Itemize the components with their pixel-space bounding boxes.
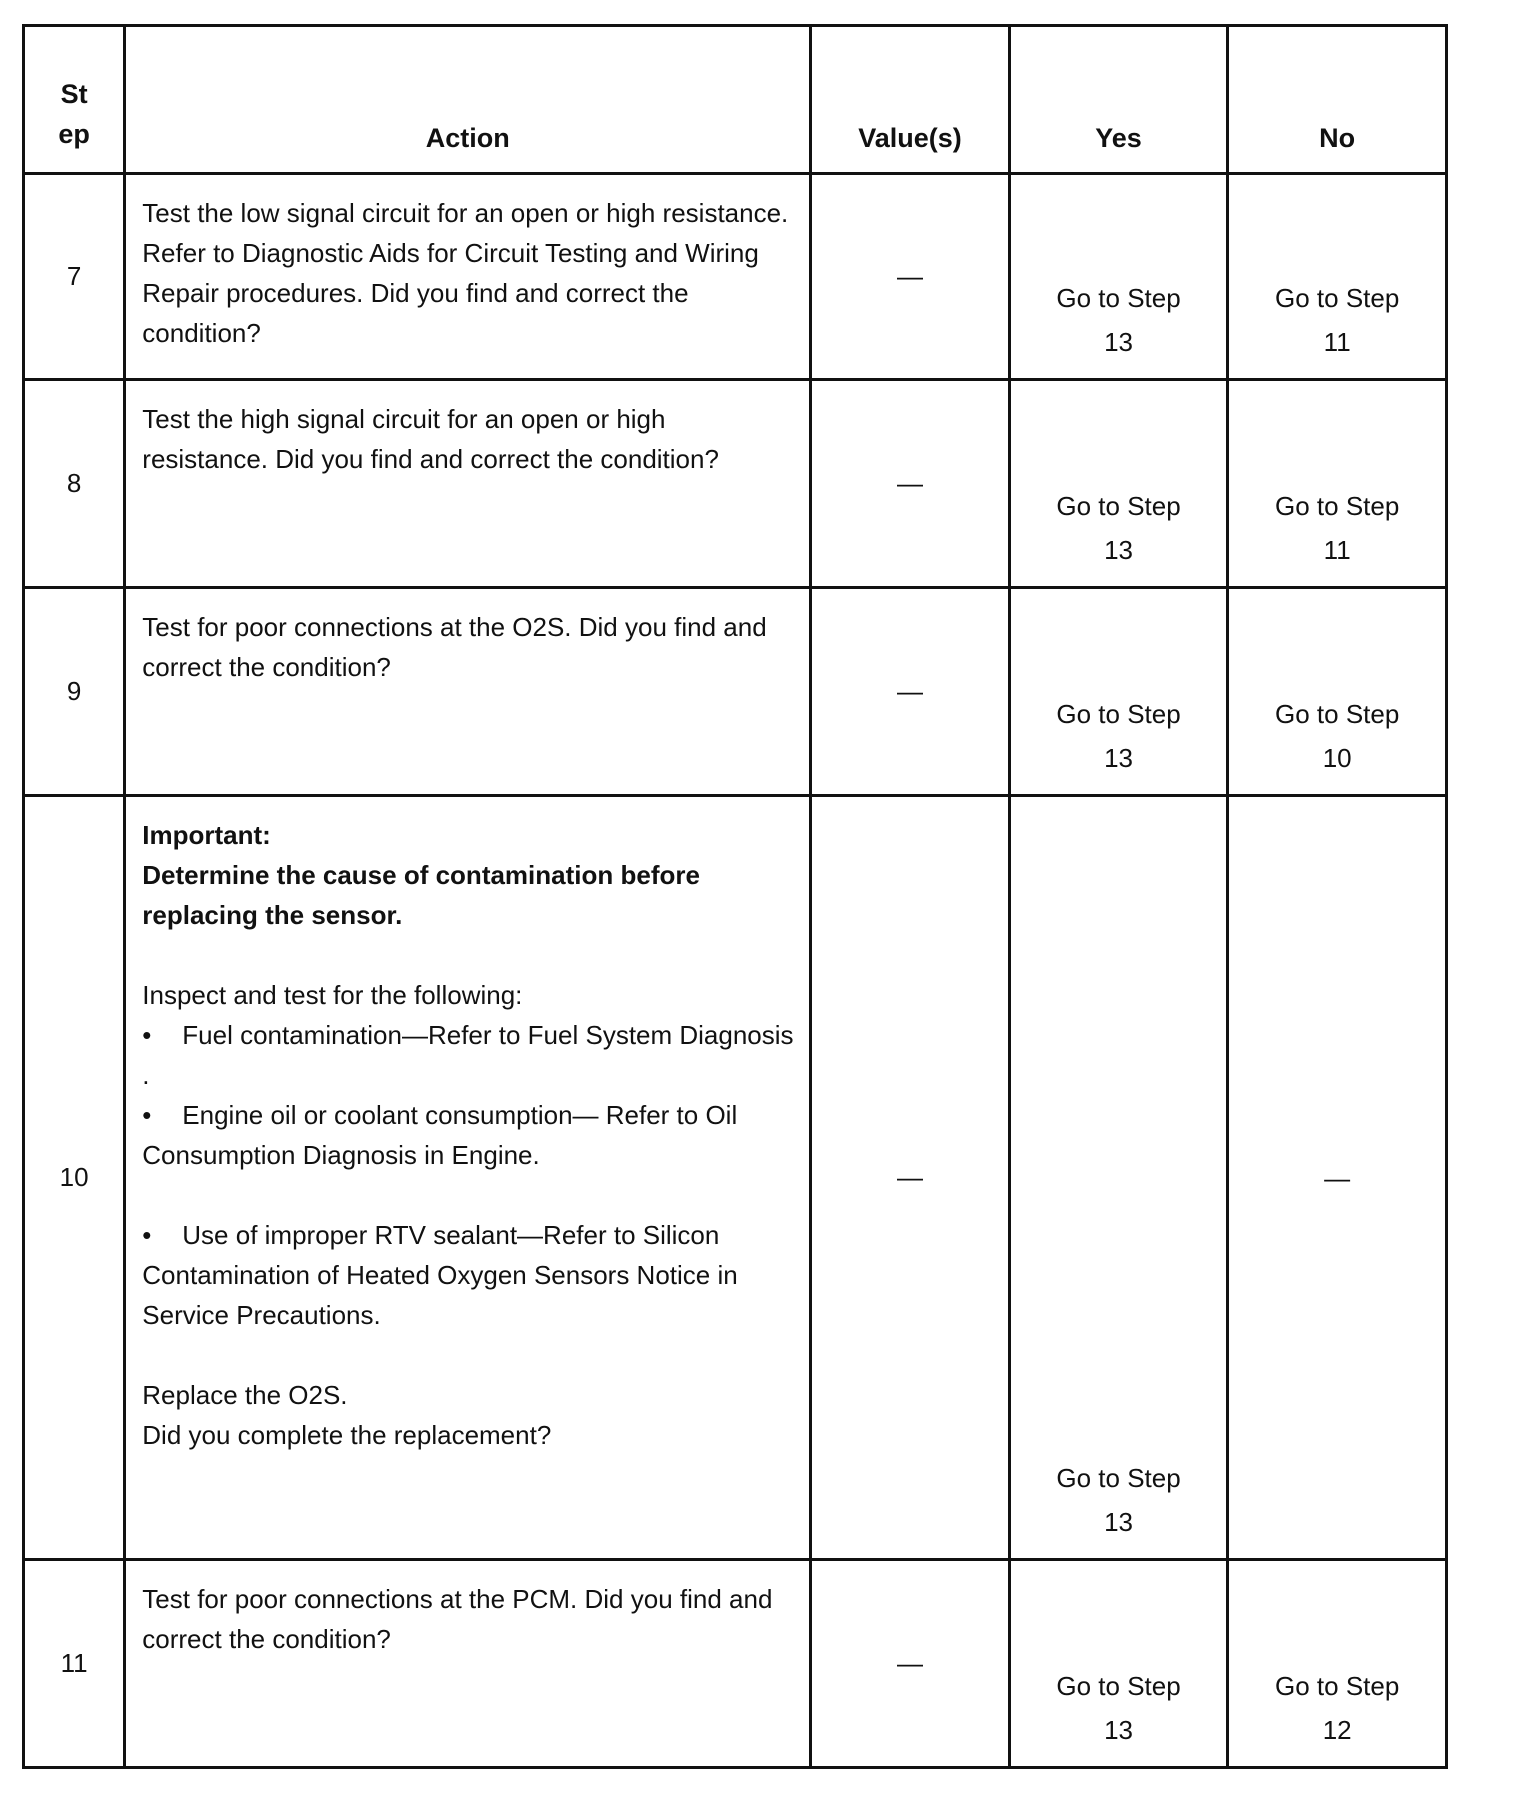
- step-number: 8: [24, 380, 125, 588]
- value-cell: —: [811, 796, 1010, 1560]
- value-cell: —: [811, 1560, 1010, 1768]
- yes-cell: Go to Step 13: [1009, 588, 1228, 796]
- header-row: [24, 26, 1447, 174]
- yes-cell: Go to Step 13: [1009, 796, 1228, 1560]
- yes-cell: Go to Step 13: [1009, 380, 1228, 588]
- step-header: St ep: [24, 26, 125, 174]
- yes-cell: Go to Step 13: [1009, 1560, 1228, 1768]
- important-label: Important:: [142, 820, 271, 850]
- values-header: Value(s): [811, 26, 1010, 174]
- action-text: Test for poor connections at the PCM. Did you find and correct the condition?: [125, 1560, 811, 1768]
- action-text: [125, 796, 811, 1560]
- no-cell: Go to Step 10: [1228, 588, 1447, 796]
- yes-cell: Go to Step 13: [1009, 174, 1228, 380]
- value-cell: —: [811, 380, 1010, 588]
- no-header: No: [1228, 26, 1447, 174]
- completion-question: Did you complete the replacement?: [142, 1420, 552, 1450]
- no-cell: Go to Step 11: [1228, 380, 1447, 588]
- value-cell: —: [811, 588, 1010, 796]
- no-cell: Go to Step 12: [1228, 1560, 1447, 1768]
- step-number: 10: [24, 796, 125, 1560]
- step-number: 11: [24, 1560, 125, 1768]
- replace-instruction: Replace the O2S.: [142, 1380, 348, 1410]
- list-item: • Fuel contamination—Refer to Fuel System Diagnosis .: [142, 1020, 794, 1090]
- action-text: Test the low signal circuit for an open or high resistance. Refer to Diagnostic Aids for Circuit Testing and Wiring Repair procedures. Did you find and correct the condition?: [125, 174, 811, 380]
- list-item: • Use of improper RTV sealant—Refer to Silicon Contamination of Heated Oxygen Sensors Notice in Service Precautions.: [142, 1220, 738, 1330]
- yes-header: Yes: [1009, 26, 1228, 174]
- important-text: Determine the cause of contamination before replacing the sensor.: [142, 860, 700, 930]
- inspect-intro: Inspect and test for the following:: [142, 980, 523, 1010]
- table-row: [24, 796, 1447, 1560]
- table-row: [24, 380, 1447, 588]
- no-cell: —: [1228, 796, 1447, 1560]
- table-row: [24, 588, 1447, 796]
- no-cell: Go to Step 11: [1228, 174, 1447, 380]
- diagnostic-table: [22, 24, 1448, 1769]
- action-header: Action: [125, 26, 811, 174]
- action-text: Test for poor connections at the O2S. Did you find and correct the condition?: [125, 588, 811, 796]
- action-text: Test the high signal circuit for an open or high resistance. Did you find and correct the condition?: [125, 380, 811, 588]
- step-number: 7: [24, 174, 125, 380]
- table-row: [24, 1560, 1447, 1768]
- table-row: [24, 174, 1447, 380]
- step-number: 9: [24, 588, 125, 796]
- value-cell: —: [811, 174, 1010, 380]
- list-item: • Engine oil or coolant consumption— Refer to Oil Consumption Diagnosis in Engine.: [142, 1100, 738, 1170]
